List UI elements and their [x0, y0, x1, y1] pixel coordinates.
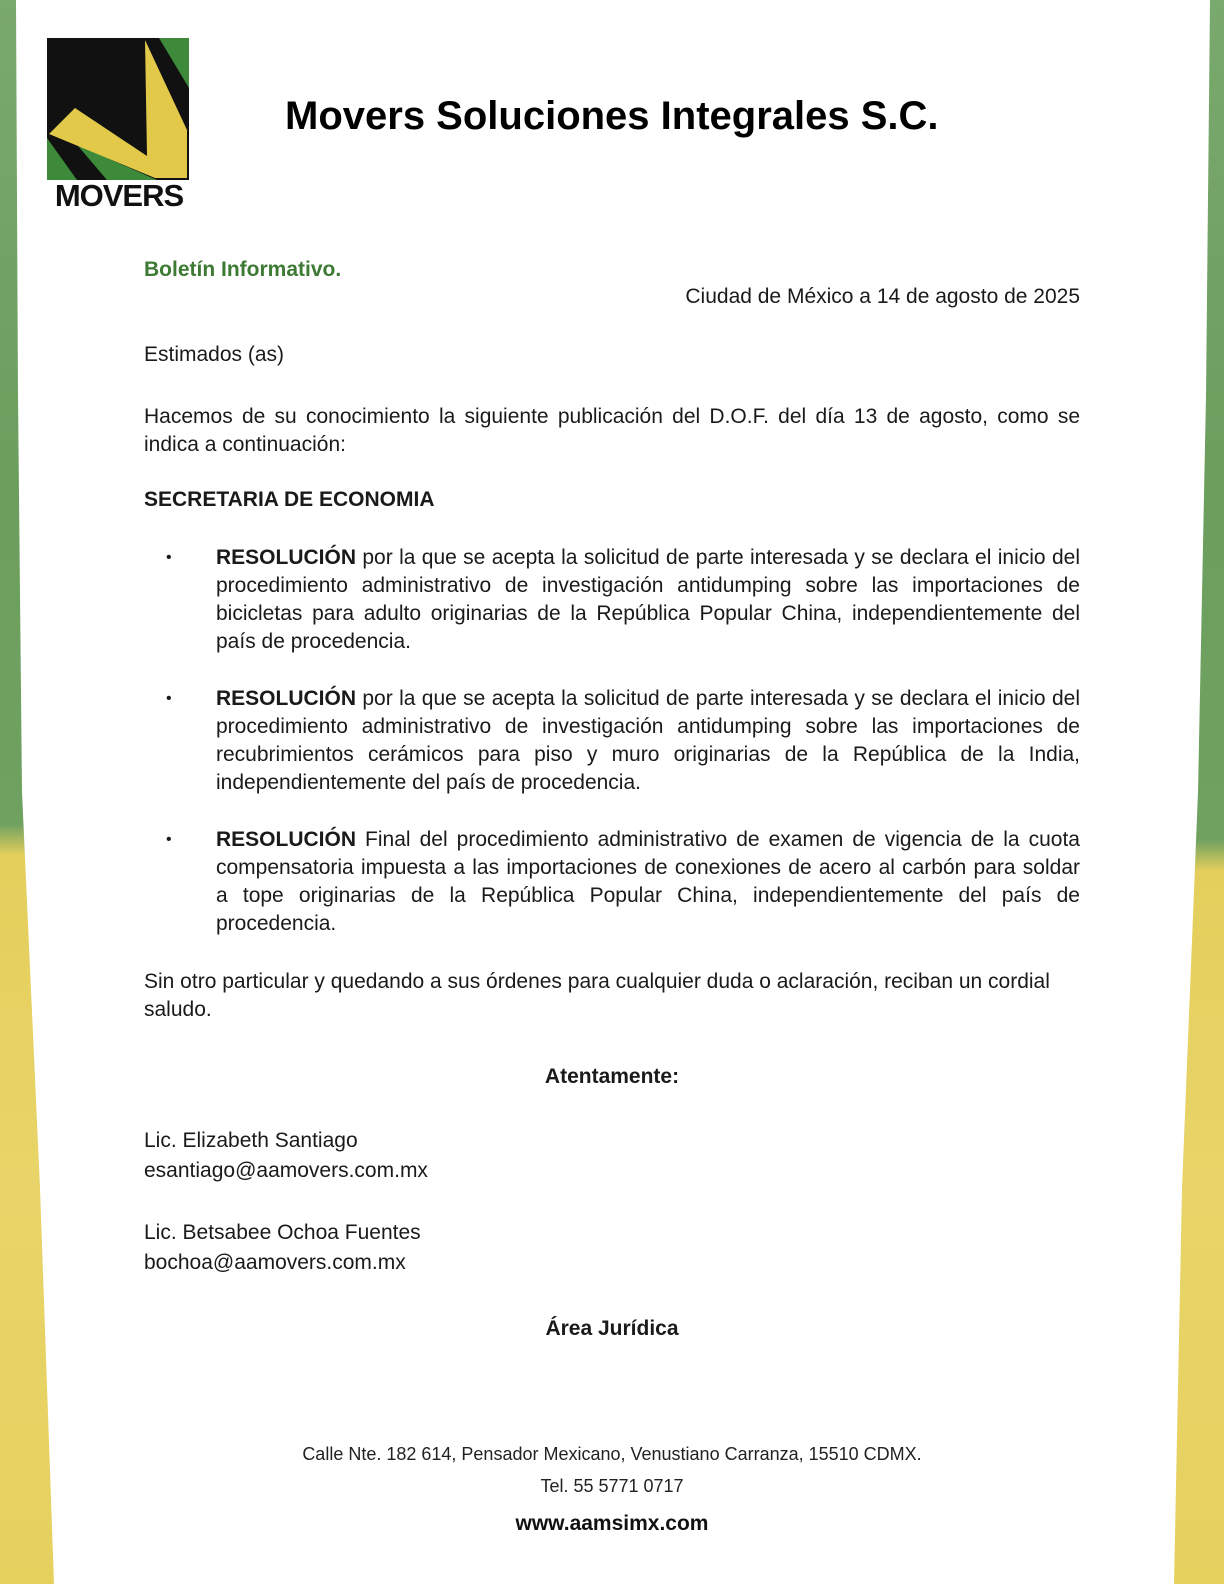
left-decorative-band: [0, 0, 54, 1584]
bullet-icon: •: [166, 690, 172, 707]
footer-address: Calle Nte. 182 614, Pensador Mexicano, Venustiano Carranza, 15510 CDMX.: [302, 1444, 922, 1464]
resolution-text: Final del procedimiento administrativo de examen de vigencia de la cuota compensatoria impuesta a las importaciones de conexiones de acero al carbón para soldar a tope originarias de la República Popular China, independientemente del país de procedencia.: [216, 828, 1080, 935]
section-heading: SECRETARIA DE ECONOMIA: [144, 488, 435, 511]
contact-block: [144, 1126, 428, 1186]
logo-wordmark: MOVERS: [54, 178, 184, 213]
right-decorative-band: [1174, 0, 1224, 1584]
sign-off: Atentamente:: [544, 1065, 680, 1088]
resolution-item: [166, 544, 1080, 656]
intro-paragraph: Hacemos de su conocimiento la siguiente publicación del D.O.F. del día 13 de agosto, como se indica a continuación:: [144, 405, 1080, 456]
contact-block: [144, 1218, 421, 1278]
resolution-item: [166, 685, 1080, 797]
resolution-text: por la que se acepta la solicitud de parte interesada y se declara el inicio del procedimiento administrativo de investigación antidumping sobre las importaciones de recubrimientos cerámicos para piso y muro originarias de la República de la India, independientemente del país de procedencia.: [216, 687, 1080, 794]
resolution-text: por la que se acepta la solicitud de parte interesada y se declara el inicio del procedimiento administrativo de investigación antidumping sobre las importaciones de bicicletas para adulto originarias de la República Popular China, independientemente del país de procedencia.: [216, 546, 1080, 653]
closing-paragraph: Sin otro particular y quedando a sus órdenes para cualquier duda o aclaración, reciban un cordial saludo.: [144, 970, 1050, 1021]
contact-email[interactable]: bochoa@aamovers.com.mx: [144, 1251, 406, 1274]
bullet-icon: •: [166, 831, 172, 848]
bulletin-title: Boletín Informativo.: [144, 258, 342, 281]
footer-phone: Tel. 55 5771 0717: [540, 1476, 684, 1496]
bullet-icon: •: [166, 549, 172, 566]
contact-email[interactable]: esantiago@aamovers.com.mx: [144, 1159, 428, 1182]
logo-mark-icon: [47, 38, 191, 180]
contact-name: Lic. Elizabeth Santiago: [144, 1129, 358, 1152]
contact-name: Lic. Betsabee Ochoa Fuentes: [144, 1221, 421, 1244]
date-line: Ciudad de México a 14 de agosto de 2025: [685, 285, 1080, 308]
resolution-item: [166, 826, 1080, 938]
movers-logo: [47, 38, 191, 212]
resolution-keyword: RESOLUCIÓN: [216, 828, 357, 851]
department-name: Área Jurídica: [545, 1317, 679, 1340]
footer-website-link[interactable]: www.aamsimx.com: [515, 1512, 709, 1535]
greeting: Estimados (as): [144, 343, 285, 366]
company-name: Movers Soluciones Integrales S.C.: [285, 94, 939, 138]
resolution-keyword: RESOLUCIÓN: [216, 546, 357, 569]
resolution-keyword: RESOLUCIÓN: [216, 687, 357, 710]
